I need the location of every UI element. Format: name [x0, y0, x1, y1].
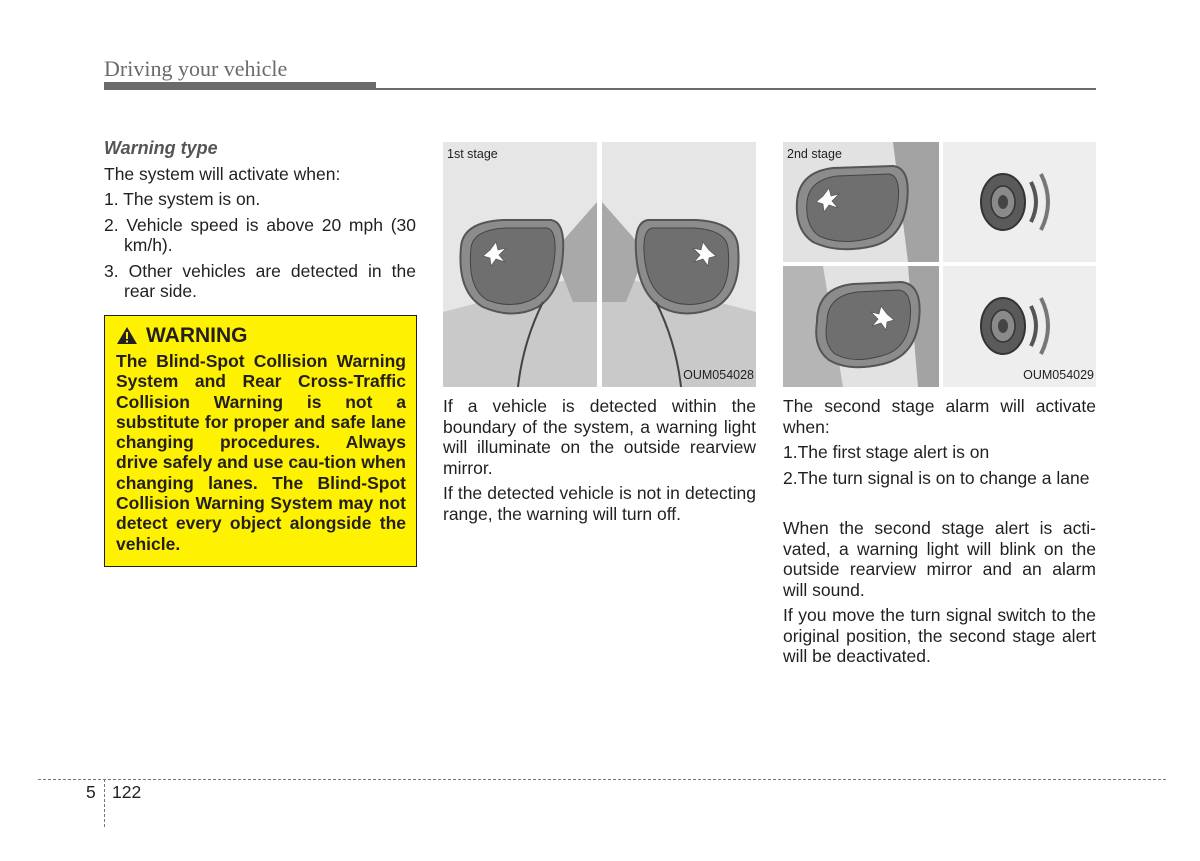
- section-title: Driving your vehicle: [104, 56, 288, 81]
- figure-stage-label: 1st stage: [447, 147, 498, 161]
- intro-text: The system will activate when:: [104, 163, 341, 184]
- paragraph: If a vehicle is detected within the boundary of the system, a warning light will illuminate on the outside rearview mirror.: [443, 396, 756, 478]
- column-middle: [443, 142, 756, 529]
- subheading: Warning type: [104, 138, 218, 158]
- page-number: 122: [112, 782, 142, 802]
- chapter-number: 5: [86, 782, 96, 802]
- footer-divider: [104, 779, 105, 827]
- list-item: 1.The first stage alert is on: [783, 442, 990, 462]
- list-item: 3. Other vehicles are detected in the rear side.: [104, 260, 416, 301]
- figure-stage-label: 2nd stage: [787, 147, 842, 161]
- warning-triangle-icon: [116, 326, 138, 345]
- mirror-speaker-illustration: [783, 142, 1096, 387]
- mirror-illustration: [443, 142, 756, 387]
- paragraph: If you move the turn signal switch to the original position, the second stage alert will be deactivated.: [783, 605, 1096, 666]
- figure-code: OUM054029: [1023, 367, 1094, 382]
- warning-box: [104, 315, 417, 567]
- first-stage-figure: [443, 142, 756, 387]
- figure-code: OUM054028: [683, 367, 754, 382]
- header-rule-thin: [104, 88, 1096, 90]
- column-right: [783, 142, 1096, 672]
- list-item: 1. The system is on.: [104, 189, 261, 209]
- warning-heading: [116, 323, 406, 347]
- list-item: 2. Vehicle speed is above 20 mph (30 km/h).: [104, 214, 416, 255]
- second-stage-figure: [783, 142, 1096, 387]
- column-left: [104, 138, 416, 567]
- paragraph: If the detected vehicle is not in detecting range, the warning will turn off.: [443, 483, 756, 524]
- footer-rule: [38, 779, 1166, 780]
- warning-title: WARNING: [146, 323, 248, 347]
- paragraph: When the second stage alert is acti-vated, a warning light will blink on the outside rearview mirror and an alarm will sound.: [783, 518, 1096, 600]
- warning-text: The Blind-Spot Collision Warning System and Rear Cross-Traffic Collision Warning is not a substitute for proper and safe lane changing procedures. Always drive safely and use cau-tion when changing lanes. The Blind-Spot Collision Warning System may not detect every object alongside the vehicle.: [116, 351, 406, 554]
- list-item: 2.The turn signal is on to change a lane: [783, 467, 1090, 488]
- intro-text: The second stage alarm will activate when:: [783, 396, 1096, 437]
